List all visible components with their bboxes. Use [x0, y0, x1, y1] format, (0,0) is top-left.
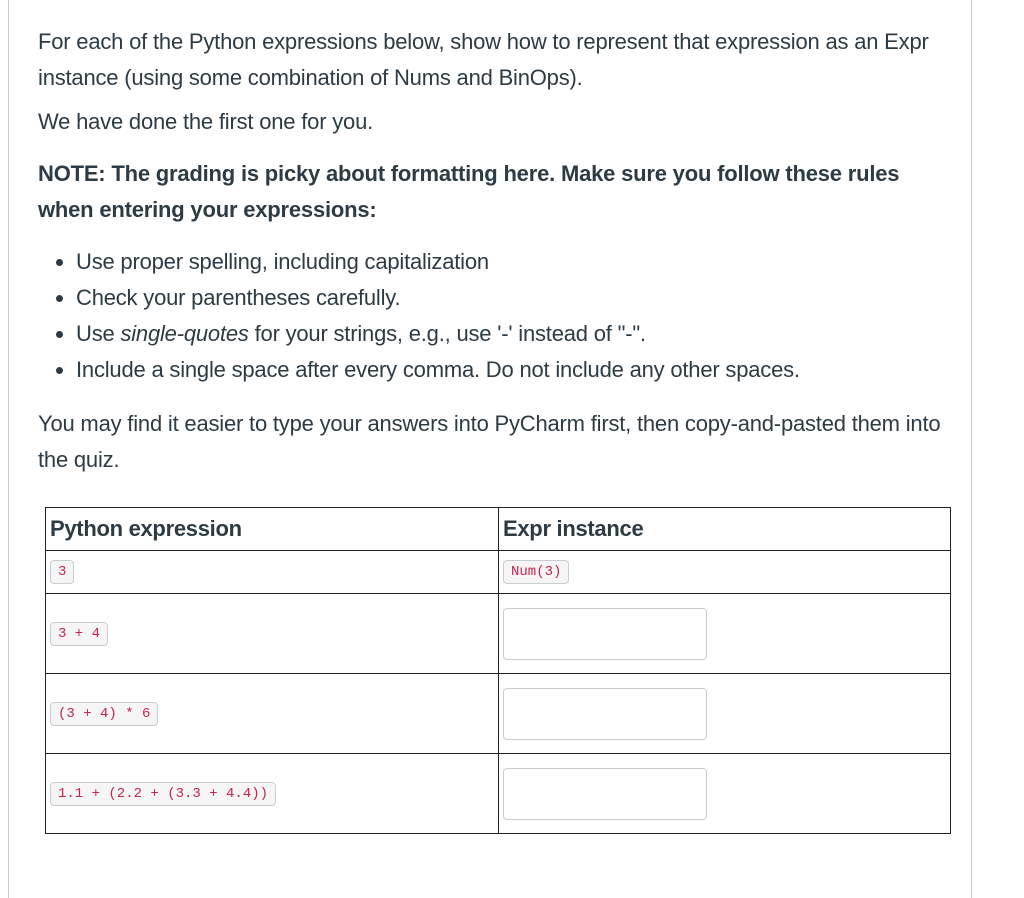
answer-cell: [499, 594, 951, 674]
header-python-expression: Python expression: [46, 508, 499, 551]
answer-cell: [499, 674, 951, 754]
answer-input[interactable]: [503, 768, 707, 820]
table-row: [46, 551, 951, 594]
rules-list: [38, 244, 958, 388]
expression-cell: [46, 594, 499, 674]
done-first-paragraph: We have done the first one for you.: [38, 109, 374, 134]
answer-input[interactable]: [503, 608, 707, 660]
header-expr-instance: Expr instance: [499, 508, 951, 551]
pycharm-tip: You may find it easier to type your answers into PyCharm first, then copy-and-pasted them into the quiz.: [38, 411, 941, 472]
expression-code: 1.1 + (2.2 + (3.3 + 4.4)): [50, 782, 276, 806]
rule-quotes: [76, 316, 958, 352]
answer-cell: [499, 754, 951, 834]
expression-cell: [46, 754, 499, 834]
expression-code: 3 + 4: [50, 622, 108, 646]
rule-quotes-pre: Use: [76, 321, 121, 346]
expression-cell: [46, 551, 499, 594]
rule-parentheses: • Check your parentheses carefully.: [76, 280, 958, 316]
expression-table: [45, 507, 951, 834]
table-row: [46, 754, 951, 834]
answer-cell: [499, 551, 951, 594]
rule-quotes-emphasis: single-quotes: [120, 321, 249, 346]
rule-spelling: • Use proper spelling, including capitalization: [76, 244, 958, 280]
rule-quotes-post: for your strings, e.g., use '-' instead of "-".: [248, 321, 646, 346]
expression-code: 3: [50, 560, 74, 584]
table-row: [46, 674, 951, 754]
formatting-note: NOTE: The grading is picky about formatting here. Make sure you follow these rules when entering your expressions:: [38, 161, 900, 222]
rule-spaces: • Include a single space after every comma. Do not include any other spaces.: [76, 352, 958, 388]
expression-cell: [46, 674, 499, 754]
expression-code: (3 + 4) * 6: [50, 702, 158, 726]
table-header-row: [46, 508, 951, 551]
answer-input[interactable]: [503, 688, 707, 740]
intro-paragraph: For each of the Python expressions below, show how to represent that expression as an Expr instance (using some combination of Nums and BinOps).: [38, 29, 929, 90]
question-text: [38, 24, 958, 478]
answer-code: Num(3): [503, 560, 569, 584]
table-row: [46, 594, 951, 674]
